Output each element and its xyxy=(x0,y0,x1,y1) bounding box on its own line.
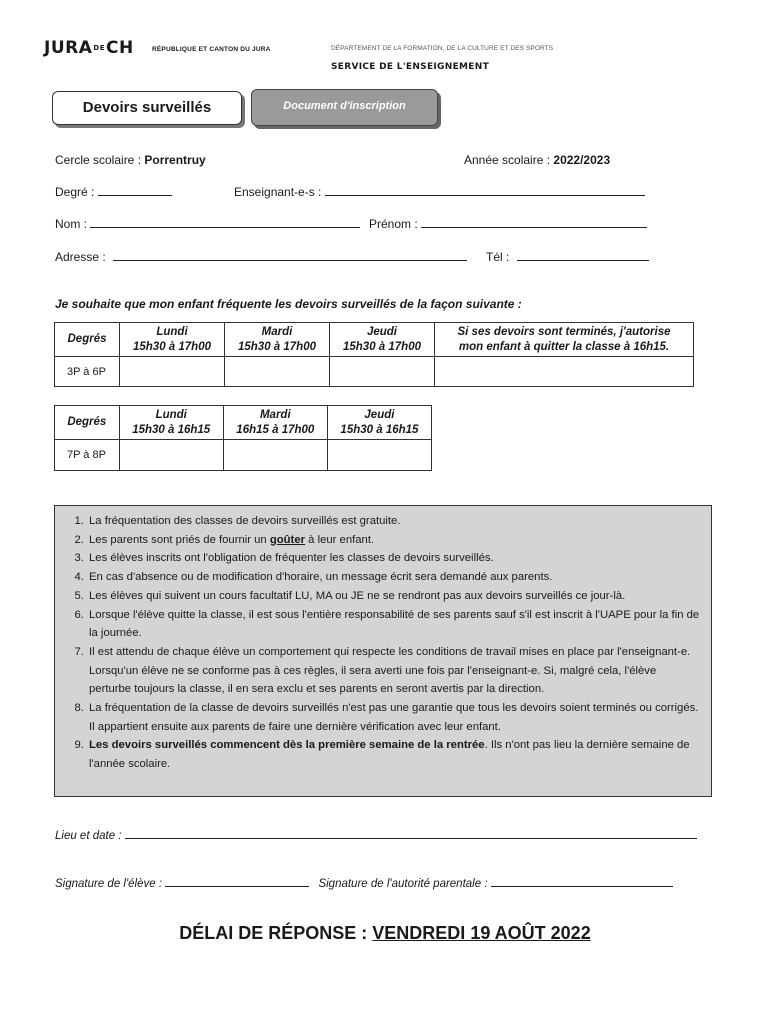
rule-text: à leur enfant. xyxy=(305,533,375,546)
cell-lundi[interactable] xyxy=(120,357,225,387)
document-type-badge: Document d'inscription xyxy=(251,89,438,126)
row-degre-label: 7P à 8P xyxy=(55,440,120,471)
department-name: DÉPARTEMENT DE LA FORMATION, DE LA CULTURE ET DES SPORTS xyxy=(331,45,554,52)
logo-ch-text: CH xyxy=(105,38,134,58)
col-mardi xyxy=(223,406,327,440)
col-lundi xyxy=(120,323,225,357)
canton-name: RÉPUBLIQUE ET CANTON DU JURA xyxy=(152,46,271,53)
cercle-field xyxy=(55,153,206,167)
annee-value: 2022/2023 xyxy=(553,153,611,167)
signatures-line xyxy=(55,875,673,890)
prenom-blank[interactable] xyxy=(421,216,647,228)
cell-jeudi[interactable] xyxy=(327,440,431,471)
logo-jura-text: JURA xyxy=(44,38,93,58)
tel-label: Tél : xyxy=(486,250,513,264)
col-jeudi-time: 15h30 à 17h00 xyxy=(342,340,421,353)
col-lundi-day: Lundi xyxy=(155,408,187,421)
col-jeudi-time: 15h30 à 16h15 xyxy=(340,423,419,436)
rule-item: 3. Les élèves inscrits ont l'obligation de fréquenter les classes de devoirs surveillés. xyxy=(87,549,701,568)
col-mardi-time: 15h30 à 17h00 xyxy=(237,340,316,353)
rule-item: 1. La fréquentation des classes de devoirs surveillés est gratuite. xyxy=(87,512,701,531)
service-name: SERVICE DE L'ENSEIGNEMENT xyxy=(331,62,490,72)
adresse-field xyxy=(55,249,467,264)
col-jeudi-day: Jeudi xyxy=(364,408,395,421)
row-degre-label: 3P à 6P xyxy=(55,357,120,387)
enseignant-label: Enseignant-e-s : xyxy=(234,185,325,199)
rule-item: 5. Les élèves qui suivent un cours facultatif LU, MA ou JE ne se rendront pas aux devoirs surveillés ce jour-là. xyxy=(87,587,701,606)
col-autorisation-line2: mon enfant à quitter la classe à 16h15. xyxy=(458,340,670,353)
sig-parent-label: Signature de l'autorité parentale : xyxy=(318,878,491,890)
cell-lundi[interactable] xyxy=(119,440,223,471)
rule-item xyxy=(87,531,701,550)
degre-label: Degré : xyxy=(55,185,98,199)
annee-label: Année scolaire : xyxy=(464,153,554,167)
rules-box xyxy=(54,505,712,797)
schedule-intro: Je souhaite que mon enfant fréquente les devoirs surveillés de la façon suivante : xyxy=(55,297,522,311)
schedule-table-3p-6p xyxy=(54,322,694,387)
jura-ch-logo xyxy=(44,38,134,58)
col-autorisation-line1: Si ses devoirs sont terminés, j'autorise xyxy=(457,325,671,338)
sig-eleve-blank[interactable] xyxy=(165,875,309,887)
degre-field xyxy=(55,184,172,199)
nom-label: Nom : xyxy=(55,217,91,231)
rules-list xyxy=(63,512,701,774)
logo-de-text: DE xyxy=(93,43,105,52)
nom-field xyxy=(55,216,360,231)
cercle-value: Porrentruy xyxy=(144,153,206,167)
col-mardi xyxy=(225,323,330,357)
col-lundi-time: 15h30 à 16h15 xyxy=(132,423,211,436)
col-jeudi xyxy=(330,323,435,357)
col-lundi-day: Lundi xyxy=(156,325,188,338)
rule-emphasis: Les devoirs surveillés commencent dès la première semaine de la rentrée xyxy=(89,739,485,752)
nom-blank[interactable] xyxy=(90,216,360,228)
deadline-date: VENDREDI 19 AOÛT 2022 xyxy=(372,923,591,943)
adresse-blank[interactable] xyxy=(113,249,467,261)
rule-emphasis: goûter xyxy=(269,533,306,546)
prenom-field xyxy=(369,216,647,231)
cell-mardi[interactable] xyxy=(223,440,327,471)
adresse-label: Adresse : xyxy=(55,250,110,264)
col-lundi-time: 15h30 à 17h00 xyxy=(132,340,211,353)
sig-eleve-label: Signature de l'élève : xyxy=(55,878,166,890)
col-mardi-day: Mardi xyxy=(261,325,293,338)
rule-item xyxy=(87,736,701,773)
rule-item: 8. La fréquentation de la classe de devoirs surveillés n'est pas une garantie que tous les devoirs soient terminés ou corrigés. Il appartient ensuite aux parents de faire une dernière vérification avec leur enfant. xyxy=(87,699,701,736)
document-title: Devoirs surveillés xyxy=(52,91,242,125)
col-mardi-time: 16h15 à 17h00 xyxy=(236,423,315,436)
rule-item: 7. Il est attendu de chaque élève un comportement qui respecte les conditions de travail mises en place par l'enseignant-e. Lorsqu'un élève ne se conforme pas à ces règles, il sera averti une fois par l'enseignant-e. Si, malgré cela, l'élève perturbe toujours la classe, il en sera exclu et ses parents en seront avertis par la direction. xyxy=(87,643,701,699)
col-jeudi xyxy=(327,406,431,440)
deadline-label: DÉLAI DE RÉPONSE : xyxy=(179,923,373,943)
schedule-table-7p-8p xyxy=(54,405,432,471)
col-degres: Degrés xyxy=(55,323,120,357)
enseignant-blank[interactable] xyxy=(325,184,645,196)
col-lundi xyxy=(119,406,223,440)
col-degres: Degrés xyxy=(55,406,120,440)
tel-field xyxy=(486,249,649,264)
cell-jeudi[interactable] xyxy=(330,357,435,387)
col-jeudi-day: Jeudi xyxy=(366,325,398,338)
rule-text: . Ils n'ont pas lieu la dernière semaine de l'année scolaire. xyxy=(89,739,690,771)
rule-item: 6. Lorsque l'élève quitte la classe, il est sous l'entière responsabilité de ses parents sauf s'il est inscrit à l'UAPE pour la fin de la journée. xyxy=(87,606,701,643)
lieu-date-field xyxy=(55,827,697,842)
degre-blank[interactable] xyxy=(98,184,172,196)
cell-mardi[interactable] xyxy=(225,357,330,387)
cercle-label: Cercle scolaire : xyxy=(55,153,145,167)
lieu-date-label: Lieu et date : xyxy=(55,830,125,842)
response-deadline xyxy=(0,923,770,944)
prenom-label: Prénom : xyxy=(369,217,422,231)
col-autorisation xyxy=(435,323,694,357)
enseignant-field xyxy=(234,184,645,199)
sig-parent-blank[interactable] xyxy=(491,875,673,887)
col-mardi-day: Mardi xyxy=(259,408,291,421)
tel-blank[interactable] xyxy=(517,249,649,261)
lieu-date-blank[interactable] xyxy=(125,827,697,839)
rule-text: Les parents sont priés de fournir un xyxy=(89,533,270,546)
rule-item: 4. En cas d'absence ou de modification d'horaire, un message écrit sera demandé aux parents. xyxy=(87,568,701,587)
annee-field xyxy=(464,153,610,167)
cell-autorisation[interactable] xyxy=(435,357,694,387)
